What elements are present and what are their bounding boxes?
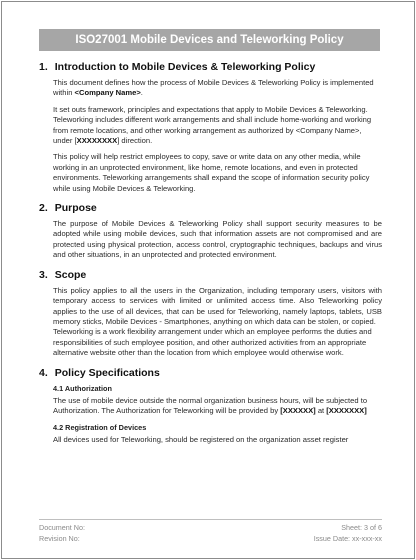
paragraph: All devices used for Teleworking, should be registered on the organization asset register	[53, 435, 349, 445]
section-body-policy-specifications	[39, 384, 382, 446]
sheet-number: Sheet: 3 of 6	[341, 523, 382, 532]
paragraph: The purpose of Mobile Devices & Teleworking Policy shall support security measures to be adopted while using mobile devices, such that information assets are not compromised and are protected using physical protection, access control, cryptographic techniques, backups and virus and other situations, in an unprotected and protected environment.	[53, 219, 382, 260]
paragraph: The use of mobile device outside the normal organization business hours, will be subjected to Authorization. The Authorization for Teleworking will be provided by [XXXXXX] at [XXXXXXX]	[53, 395, 368, 416]
revision-number-label: Revision No:	[39, 534, 80, 543]
paragraph: This document defines how the process of Mobile Devices & Teleworking Policy is implemented within <Company Name>.	[53, 78, 374, 98]
document-number-label: Document No:	[39, 523, 85, 532]
subheading-registration-of-devices: 4.2 Registration of Devices	[53, 422, 147, 432]
section-body-purpose	[39, 219, 382, 261]
paragraph: Teleworking is a work flexibility arrangement under which an employee performs the duties and responsibilities of such employee position, and other authorized activities from an appropriate alternative website other than the location from which employee would otherwise work.	[53, 327, 372, 358]
section-heading-policy-specifications: 4. Policy Specifications	[39, 366, 160, 379]
section-body-introduction	[39, 78, 382, 194]
paragraph: This policy will help restrict employees to copy, save or write data on any other media, while working in an unprotected environment, like home, remote locations, and even in protected environments. Teleworking arrangements shall expand the scope of information security policy while using Mobile Devices & Teleworking.	[53, 152, 370, 193]
document-body	[39, 61, 382, 452]
footer-row-2	[39, 534, 382, 543]
paragraph: This policy applies to all the users in the Organization, including temporary users, visitors with temporary access to services with limited or unlimited access time. Also Teleworking policy applies to the use of all devices, that can be used for Teleworking, namely laptops, tablets, USB memory sticks, Mobile Devices - Smartphones, anything on which data can be stolen, or copied.	[53, 285, 382, 326]
document-title: ISO27001 Mobile Devices and Teleworking Policy	[39, 29, 380, 51]
issue-date: Issue Date: xx-xxx-xx	[313, 534, 382, 543]
paragraph: It set outs framework, principles and expectations that apply to Mobile Devices & Teleworking. Teleworking includes different work arrangements and shall include home-working and working from remote locations, and other working arrangement as authorized by <Company Name>, under [XXXXXXXX] direction.	[53, 104, 372, 146]
section-heading-introduction: 1. Introduction to Mobile Devices & Teleworking Policy	[39, 61, 316, 73]
footer-row-1	[39, 523, 382, 532]
section-heading-purpose: 2. Purpose	[39, 202, 97, 215]
document-page	[1, 1, 415, 559]
section-heading-scope: 3. Scope	[39, 268, 87, 281]
section-body-scope	[39, 286, 382, 359]
footer-divider	[39, 519, 382, 520]
subheading-authorization: 4.1 Authorization	[53, 383, 112, 393]
